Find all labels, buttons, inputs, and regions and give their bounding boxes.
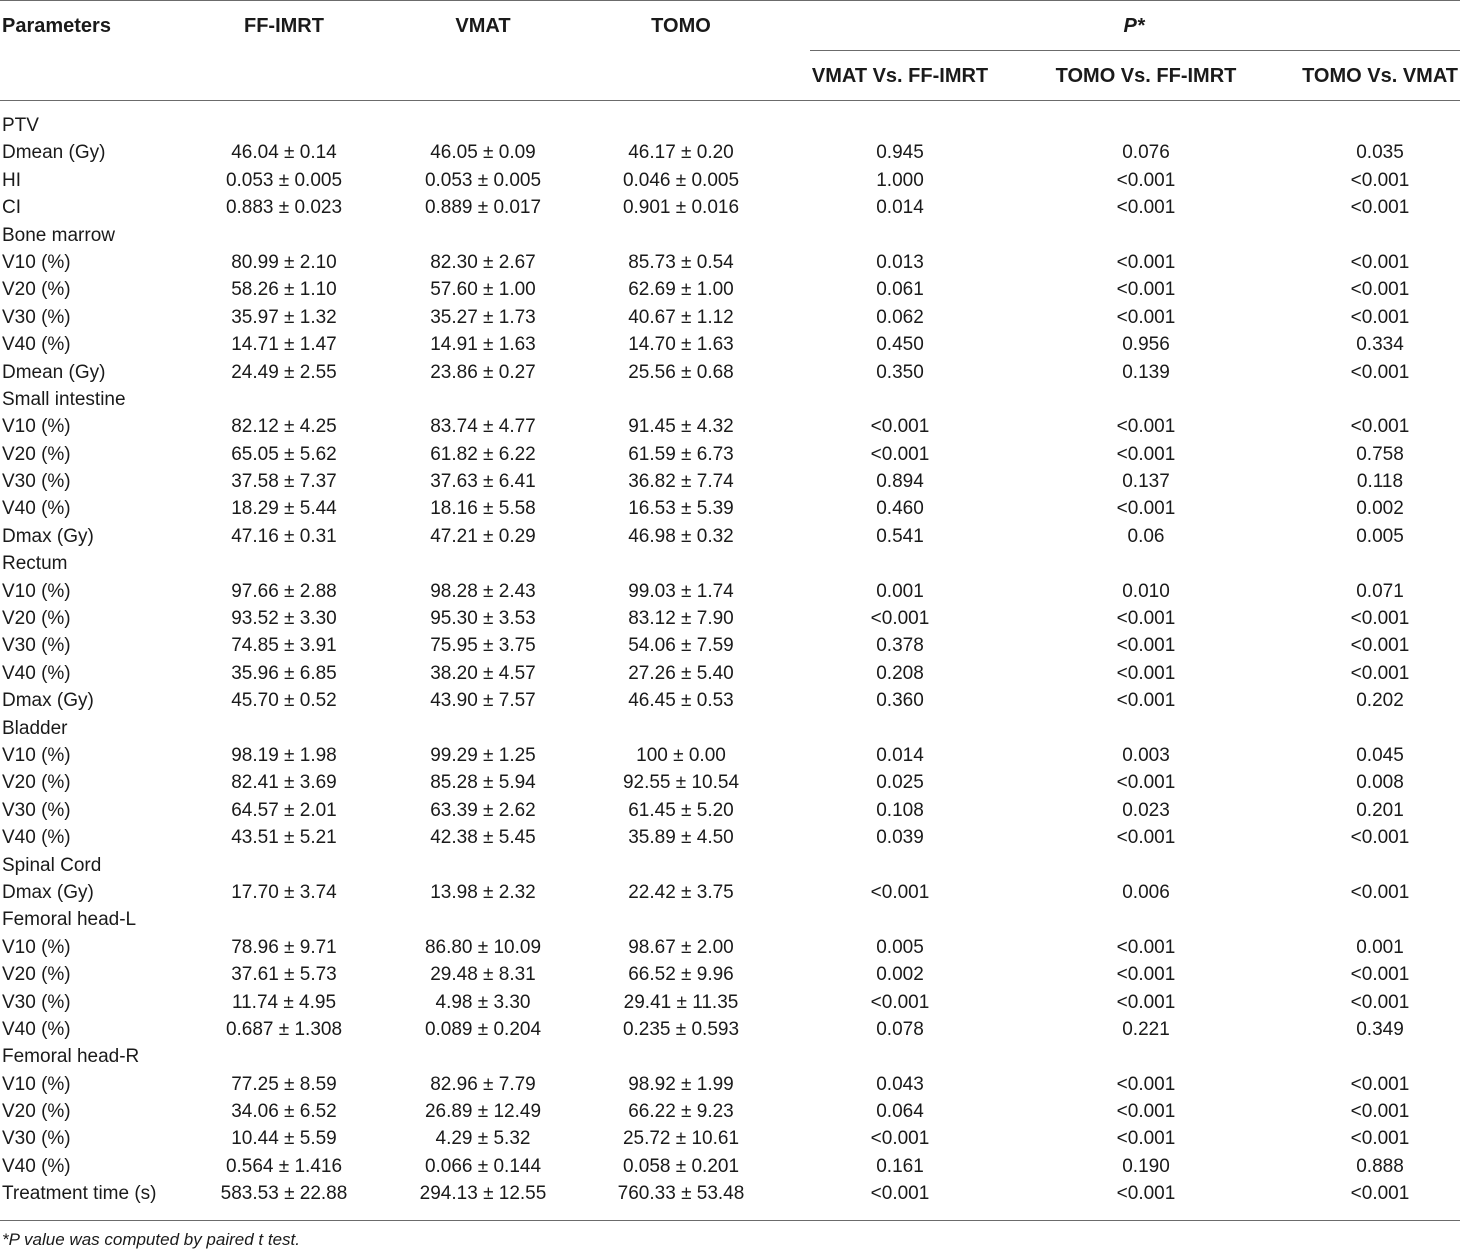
table-footnote: *P value was computed by paired t test. [2,1230,300,1249]
table-row [0,167,1460,194]
row-label: Dmax (Gy) [2,881,94,903]
table-row [0,194,1460,221]
row-label: Dmean (Gy) [2,361,106,383]
section-row [0,112,1460,139]
row-label: V10 (%) [2,936,71,958]
tomo-value: 91.45 ± 4.32 [628,416,734,438]
ff-imrt-value: 78.96 ± 9.71 [231,936,337,958]
p-tomo-vs-ffimrt-value: <0.001 [1116,827,1176,849]
p-tomo-vs-vmat-value: 0.045 [1356,744,1404,766]
table-row [0,742,1460,769]
vmat-value: 38.20 ± 4.57 [430,662,536,684]
ff-imrt-value: 34.06 ± 6.52 [231,1101,337,1123]
vmat-value: 13.98 ± 2.32 [430,881,536,903]
p-vmat-vs-ffimrt-value: 0.350 [876,361,924,383]
vmat-value: 98.28 ± 2.43 [430,580,536,602]
p-tomo-vs-vmat-value: <0.001 [1350,197,1410,219]
p-vmat-vs-ffimrt-value: 0.002 [876,964,924,986]
ff-imrt-value: 65.05 ± 5.62 [231,443,337,465]
p-tomo-vs-vmat-value: 0.001 [1356,936,1404,958]
section-row [0,386,1460,413]
ff-imrt-value: 0.883 ± 0.023 [225,197,343,219]
row-label: V20 (%) [2,443,71,465]
p-tomo-vs-vmat-value: 0.035 [1356,142,1404,164]
p-vmat-vs-ffimrt-value: 0.064 [876,1101,924,1123]
p-tomo-vs-ffimrt-value: <0.001 [1116,197,1176,219]
row-label: V30 (%) [2,799,71,821]
tomo-value: 0.058 ± 0.201 [622,1155,740,1177]
row-label: V10 (%) [2,416,71,438]
header-p-tomo-vs-ffimrt: TOMO Vs. FF-IMRT [1055,65,1237,87]
tomo-value: 40.67 ± 1.12 [628,306,734,328]
row-label: V30 (%) [2,635,71,657]
p-vmat-vs-ffimrt-value: 0.450 [876,334,924,356]
tomo-value: 62.69 ± 1.00 [628,279,734,301]
p-tomo-vs-vmat-value: 0.888 [1356,1155,1404,1177]
vmat-value: 57.60 ± 1.00 [430,279,536,301]
tomo-value: 99.03 ± 1.74 [628,580,734,602]
p-vmat-vs-ffimrt-value: 0.043 [876,1073,924,1095]
section-row [0,550,1460,577]
ff-imrt-value: 17.70 ± 3.74 [231,881,337,903]
ff-imrt-value: 77.25 ± 8.59 [231,1073,337,1095]
p-tomo-vs-ffimrt-value: 0.221 [1122,1018,1170,1040]
tomo-value: 46.45 ± 0.53 [628,690,734,712]
row-label: CI [2,197,21,219]
ff-imrt-value: 0.687 ± 1.308 [225,1018,343,1040]
p-vmat-vs-ffimrt-value: 0.061 [876,279,924,301]
table-row [0,687,1460,714]
table-row [0,660,1460,687]
p-vmat-vs-ffimrt-value: 0.161 [876,1155,924,1177]
vmat-value: 42.38 ± 5.45 [430,827,536,849]
p-tomo-vs-vmat-value: 0.071 [1356,580,1404,602]
tomo-value: 25.56 ± 0.68 [628,361,734,383]
p-tomo-vs-ffimrt-value: <0.001 [1116,1073,1176,1095]
section-row [0,715,1460,742]
table-row [0,1180,1460,1207]
p-vmat-vs-ffimrt-value: 0.001 [876,580,924,602]
header-p-vmat-vs-ffimrt: VMAT Vs. FF-IMRT [811,65,989,87]
ff-imrt-value: 74.85 ± 3.91 [231,635,337,657]
p-tomo-vs-vmat-value: <0.001 [1350,306,1410,328]
section-row [0,1043,1460,1070]
row-label: PTV [2,115,39,136]
p-tomo-vs-vmat-value: 0.005 [1356,525,1404,547]
vmat-value: 99.29 ± 1.25 [430,744,536,766]
tomo-value: 66.22 ± 9.23 [628,1101,734,1123]
header-parameters: Parameters [2,15,111,37]
p-tomo-vs-vmat-value: <0.001 [1350,416,1410,438]
p-tomo-vs-ffimrt-value: 0.003 [1122,744,1170,766]
p-tomo-vs-vmat-value: 0.002 [1356,498,1404,520]
p-tomo-vs-ffimrt-value: <0.001 [1116,169,1176,191]
p-tomo-vs-ffimrt-value: 0.023 [1122,799,1170,821]
tomo-value: 92.55 ± 10.54 [622,772,740,794]
table-row [0,879,1460,906]
table-row [0,1071,1460,1098]
p-tomo-vs-ffimrt-value: <0.001 [1116,608,1176,630]
tomo-value: 27.26 ± 5.40 [628,662,734,684]
p-tomo-vs-ffimrt-value: <0.001 [1116,772,1176,794]
row-label: V20 (%) [2,964,71,986]
header-tomo: TOMO [651,15,711,37]
p-tomo-vs-vmat-value: 0.349 [1356,1018,1404,1040]
tomo-value: 98.67 ± 2.00 [628,936,734,958]
table-row [0,1153,1460,1180]
tomo-value: 25.72 ± 10.61 [622,1128,740,1150]
p-tomo-vs-ffimrt-value: <0.001 [1116,964,1176,986]
tomo-value: 83.12 ± 7.90 [628,608,734,630]
row-label: V30 (%) [2,471,71,493]
row-label: V30 (%) [2,306,71,328]
vmat-value: 18.16 ± 5.58 [430,498,536,520]
p-tomo-vs-vmat-value: <0.001 [1350,279,1410,301]
p-vmat-vs-ffimrt-value: <0.001 [870,1128,930,1150]
p-tomo-vs-vmat-value: <0.001 [1350,991,1410,1013]
table-row [0,1098,1460,1125]
ff-imrt-value: 46.04 ± 0.14 [231,142,337,164]
table-row [0,331,1460,358]
vmat-value: 46.05 ± 0.09 [430,142,536,164]
p-tomo-vs-ffimrt-value: <0.001 [1116,498,1176,520]
table-row [0,359,1460,386]
ff-imrt-value: 37.61 ± 5.73 [231,964,337,986]
table-bottom-rule [0,1220,1460,1221]
section-row [0,222,1460,249]
tomo-value: 0.235 ± 0.593 [622,1018,740,1040]
p-tomo-vs-ffimrt-value: <0.001 [1116,1128,1176,1150]
ff-imrt-value: 64.57 ± 2.01 [231,799,337,821]
vmat-value: 26.89 ± 12.49 [424,1101,542,1123]
table-row [0,989,1460,1016]
table-row [0,578,1460,605]
vmat-value: 82.30 ± 2.67 [430,251,536,273]
row-label: Femoral head-R [2,1046,140,1068]
ff-imrt-value: 98.19 ± 1.98 [231,744,337,766]
header-vmat: VMAT [455,15,511,37]
p-vmat-vs-ffimrt-value: <0.001 [870,608,930,630]
vmat-value: 95.30 ± 3.53 [430,608,536,630]
tomo-value: 760.33 ± 53.48 [617,1183,745,1205]
tomo-value: 0.901 ± 0.016 [622,197,740,219]
p-tomo-vs-vmat-value: <0.001 [1350,1073,1410,1095]
row-label: Bladder [2,717,68,739]
tomo-value: 0.046 ± 0.005 [622,169,740,191]
row-label: V20 (%) [2,1101,71,1123]
vmat-value: 23.86 ± 0.27 [430,361,536,383]
vmat-value: 63.39 ± 2.62 [430,799,536,821]
tomo-value: 14.70 ± 1.63 [628,334,734,356]
p-vmat-vs-ffimrt-value: <0.001 [870,443,930,465]
tomo-value: 16.53 ± 5.39 [628,498,734,520]
vmat-value: 75.95 ± 3.75 [430,635,536,657]
p-tomo-vs-vmat-value: 0.118 [1356,471,1404,493]
vmat-value: 35.27 ± 1.73 [430,306,536,328]
p-tomo-vs-ffimrt-value: <0.001 [1116,443,1176,465]
row-label: HI [2,169,21,191]
p-vmat-vs-ffimrt-value: 0.005 [876,936,924,958]
row-label: Small intestine [2,388,126,410]
vmat-value: 61.82 ± 6.22 [430,443,536,465]
table-row [0,797,1460,824]
p-tomo-vs-vmat-value: <0.001 [1350,1183,1410,1205]
header-p-tomo-vs-vmat: TOMO Vs. VMAT [1302,65,1458,87]
table-row [0,961,1460,988]
row-label: V40 (%) [2,1018,71,1040]
vmat-value: 4.98 ± 3.30 [435,991,531,1013]
p-vmat-vs-ffimrt-value: 0.108 [876,799,924,821]
table-row [0,276,1460,303]
p-tomo-vs-vmat-value: 0.008 [1356,772,1404,794]
p-tomo-vs-ffimrt-value: 0.010 [1122,580,1170,602]
tomo-value: 100 ± 0.00 [636,744,726,766]
tomo-value: 35.89 ± 4.50 [628,827,734,849]
vmat-value: 0.089 ± 0.204 [424,1018,542,1040]
table-row [0,139,1460,166]
p-vmat-vs-ffimrt-value: 0.378 [876,635,924,657]
ff-imrt-value: 45.70 ± 0.52 [231,690,337,712]
p-vmat-vs-ffimrt-value: 0.039 [876,827,924,849]
p-vmat-vs-ffimrt-value: 1.000 [876,169,924,191]
table-top-rule [0,0,1460,1]
p-tomo-vs-ffimrt-value: 0.139 [1122,361,1170,383]
ff-imrt-value: 10.44 ± 5.59 [231,1128,337,1150]
ff-imrt-value: 24.49 ± 2.55 [231,361,337,383]
vmat-value: 0.053 ± 0.005 [424,169,542,191]
table-row [0,304,1460,331]
p-vmat-vs-ffimrt-value: <0.001 [870,1183,930,1205]
p-header-rule [810,50,1460,51]
vmat-value: 47.21 ± 0.29 [430,525,536,547]
row-label: V20 (%) [2,608,71,630]
ff-imrt-value: 82.41 ± 3.69 [231,772,337,794]
ff-imrt-value: 58.26 ± 1.10 [231,279,337,301]
p-vmat-vs-ffimrt-value: 0.894 [876,471,924,493]
p-tomo-vs-ffimrt-value: <0.001 [1116,279,1176,301]
vmat-value: 83.74 ± 4.77 [430,416,536,438]
table-body [0,112,1460,1208]
ff-imrt-value: 0.053 ± 0.005 [225,169,343,191]
p-vmat-vs-ffimrt-value: 0.025 [876,772,924,794]
ff-imrt-value: 18.29 ± 5.44 [231,498,337,520]
p-tomo-vs-ffimrt-value: <0.001 [1116,416,1176,438]
p-tomo-vs-vmat-value: <0.001 [1350,827,1410,849]
table-row [0,413,1460,440]
tomo-value: 85.73 ± 0.54 [628,251,734,273]
row-label: V40 (%) [2,827,71,849]
p-tomo-vs-ffimrt-value: <0.001 [1116,662,1176,684]
tomo-value: 46.17 ± 0.20 [628,142,734,164]
p-tomo-vs-vmat-value: <0.001 [1350,1128,1410,1150]
p-tomo-vs-ffimrt-value: <0.001 [1116,1101,1176,1123]
header-p-value: P* [1123,15,1145,37]
vmat-value: 86.80 ± 10.09 [424,936,542,958]
p-vmat-vs-ffimrt-value: <0.001 [870,881,930,903]
vmat-value: 85.28 ± 5.94 [430,772,536,794]
p-vmat-vs-ffimrt-value: <0.001 [870,991,930,1013]
p-tomo-vs-vmat-value: 0.334 [1356,334,1404,356]
ff-imrt-value: 47.16 ± 0.31 [231,525,337,547]
p-vmat-vs-ffimrt-value: 0.460 [876,498,924,520]
ff-imrt-value: 14.71 ± 1.47 [231,334,337,356]
tomo-value: 29.41 ± 11.35 [623,991,739,1013]
table-row [0,441,1460,468]
ff-imrt-value: 43.51 ± 5.21 [231,827,337,849]
row-label: Treatment time (s) [2,1183,157,1205]
row-label: Spinal Cord [2,854,102,876]
tomo-value: 36.82 ± 7.74 [628,471,734,493]
row-label: V20 (%) [2,279,71,301]
tomo-value: 46.98 ± 0.32 [628,525,734,547]
table-row [0,824,1460,851]
row-label: V40 (%) [2,662,71,684]
vmat-value: 0.066 ± 0.144 [424,1155,542,1177]
row-label: V10 (%) [2,1073,71,1095]
p-tomo-vs-vmat-value: <0.001 [1350,361,1410,383]
table-row [0,1125,1460,1152]
p-tomo-vs-vmat-value: <0.001 [1350,964,1410,986]
vmat-value: 14.91 ± 1.63 [430,334,536,356]
p-tomo-vs-vmat-value: 0.201 [1356,799,1404,821]
p-tomo-vs-ffimrt-value: <0.001 [1116,936,1176,958]
vmat-value: 43.90 ± 7.57 [430,690,536,712]
row-label: V40 (%) [2,498,71,520]
p-tomo-vs-ffimrt-value: 0.06 [1127,525,1165,547]
p-tomo-vs-vmat-value: <0.001 [1350,169,1410,191]
p-tomo-vs-ffimrt-value: <0.001 [1116,306,1176,328]
section-row [0,852,1460,879]
vmat-value: 82.96 ± 7.79 [430,1073,536,1095]
table-row [0,934,1460,961]
ff-imrt-value: 93.52 ± 3.30 [231,608,337,630]
p-vmat-vs-ffimrt-value: 0.062 [876,306,924,328]
ff-imrt-value: 35.97 ± 1.32 [231,306,337,328]
p-vmat-vs-ffimrt-value: 0.541 [876,525,924,547]
table-row [0,249,1460,276]
p-tomo-vs-vmat-value: <0.001 [1350,608,1410,630]
ff-imrt-value: 0.564 ± 1.416 [225,1155,343,1177]
p-vmat-vs-ffimrt-value: 0.360 [876,690,924,712]
p-tomo-vs-vmat-value: 0.202 [1356,690,1404,712]
row-label: Bone marrow [2,224,115,246]
row-label: V30 (%) [2,991,71,1013]
ff-imrt-value: 82.12 ± 4.25 [231,416,337,438]
ff-imrt-value: 583.53 ± 22.88 [220,1183,348,1205]
p-tomo-vs-vmat-value: <0.001 [1350,662,1410,684]
tomo-value: 61.45 ± 5.20 [628,799,734,821]
table-row [0,468,1460,495]
section-row [0,906,1460,933]
row-label: V10 (%) [2,744,71,766]
ff-imrt-value: 37.58 ± 7.37 [231,471,337,493]
ff-imrt-value: 80.99 ± 2.10 [231,251,337,273]
row-label: V40 (%) [2,1155,71,1177]
row-label: Rectum [2,553,68,575]
tomo-value: 61.59 ± 6.73 [628,443,734,465]
header-bottom-rule [0,100,1460,101]
ff-imrt-value: 35.96 ± 6.85 [231,662,337,684]
row-label: Dmean (Gy) [2,142,106,164]
p-tomo-vs-ffimrt-value: 0.190 [1122,1155,1170,1177]
p-tomo-vs-ffimrt-value: <0.001 [1116,690,1176,712]
p-tomo-vs-ffimrt-value: 0.076 [1122,142,1170,164]
row-label: V20 (%) [2,772,71,794]
p-vmat-vs-ffimrt-value: 0.078 [876,1018,924,1040]
vmat-value: 294.13 ± 12.55 [419,1183,547,1205]
table-row [0,769,1460,796]
p-vmat-vs-ffimrt-value: 0.014 [876,744,924,766]
p-tomo-vs-ffimrt-value: 0.006 [1122,881,1170,903]
p-tomo-vs-vmat-value: 0.758 [1356,443,1404,465]
p-tomo-vs-vmat-value: <0.001 [1350,251,1410,273]
p-vmat-vs-ffimrt-value: 0.945 [876,142,924,164]
row-label: V10 (%) [2,580,71,602]
p-tomo-vs-ffimrt-value: <0.001 [1116,251,1176,273]
row-label: V40 (%) [2,334,71,356]
tomo-value: 98.92 ± 1.99 [628,1073,734,1095]
p-vmat-vs-ffimrt-value: <0.001 [870,416,930,438]
p-tomo-vs-ffimrt-value: 0.137 [1122,471,1170,493]
ff-imrt-value: 97.66 ± 2.88 [231,580,337,602]
table-row [0,605,1460,632]
row-label: Dmax (Gy) [2,690,94,712]
p-tomo-vs-vmat-value: <0.001 [1350,635,1410,657]
p-tomo-vs-ffimrt-value: <0.001 [1116,991,1176,1013]
vmat-value: 4.29 ± 5.32 [435,1128,531,1150]
tomo-value: 22.42 ± 3.75 [628,881,734,903]
row-label: Dmax (Gy) [2,525,94,547]
p-tomo-vs-ffimrt-value: 0.956 [1122,334,1170,356]
tomo-value: 66.52 ± 9.96 [628,964,734,986]
p-tomo-vs-vmat-value: <0.001 [1350,881,1410,903]
row-label: V10 (%) [2,251,71,273]
p-vmat-vs-ffimrt-value: 0.013 [876,251,924,273]
row-label: V30 (%) [2,1128,71,1150]
row-label: Femoral head-L [2,909,137,931]
p-tomo-vs-vmat-value: <0.001 [1350,1101,1410,1123]
header-ff-imrt: FF-IMRT [244,15,324,37]
p-tomo-vs-ffimrt-value: <0.001 [1116,635,1176,657]
table-row [0,495,1460,522]
vmat-value: 0.889 ± 0.017 [424,197,542,219]
vmat-value: 29.48 ± 8.31 [430,964,536,986]
vmat-value: 37.63 ± 6.41 [430,471,536,493]
ff-imrt-value: 11.74 ± 4.95 [231,991,337,1013]
table-row [0,523,1460,550]
table-row [0,1016,1460,1043]
p-tomo-vs-ffimrt-value: <0.001 [1116,1183,1176,1205]
p-vmat-vs-ffimrt-value: 0.208 [876,662,924,684]
p-vmat-vs-ffimrt-value: 0.014 [876,197,924,219]
tomo-value: 54.06 ± 7.59 [628,635,734,657]
table-row [0,632,1460,659]
